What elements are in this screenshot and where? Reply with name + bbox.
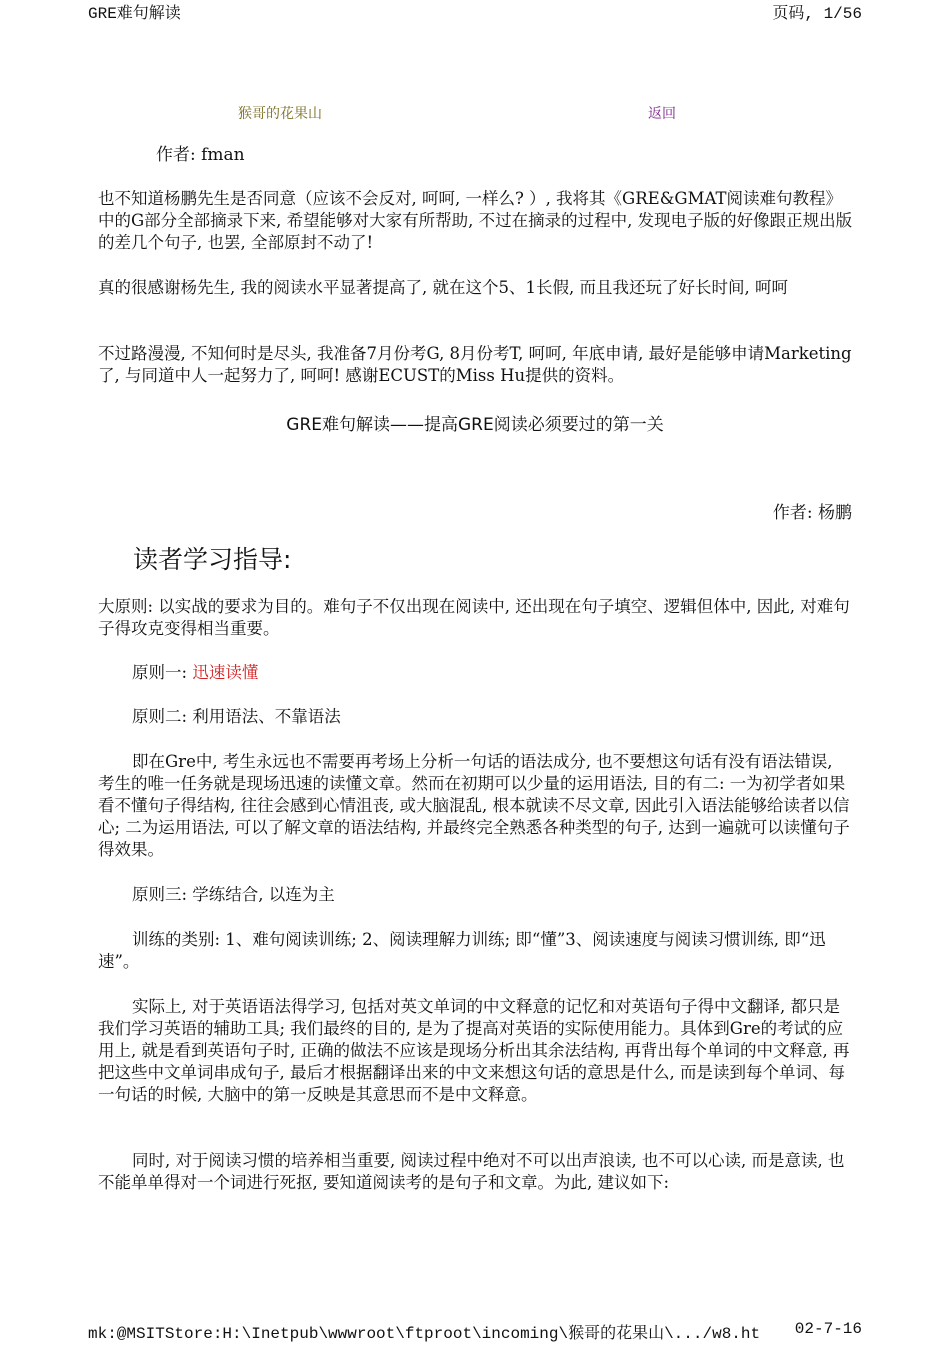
header-title: GRE难句解读 <box>88 5 181 23</box>
page-header <box>88 0 862 23</box>
author-fman: 作者: fman <box>156 145 245 165</box>
principle-one-value: 迅速读懂 <box>192 663 259 682</box>
intro-paragraph-2: 真的很感谢杨先生, 我的阅读水平显著提高了, 就在这个5、1长假, 而且我还玩了好长时间, 呵呵 <box>98 278 788 297</box>
home-link[interactable]: 猴哥的花果山 <box>238 106 322 122</box>
back-link[interactable]: 返回 <box>648 106 676 122</box>
principle-one <box>98 662 853 684</box>
guide-heading: 读者学习指导: <box>133 545 292 574</box>
footer-date: 02-7-16 <box>794 1320 862 1338</box>
training-types: 训练的类别: 1、难句阅读训练; 2、阅读理解力训练; 即“懂”3、阅读速度与阅读习惯训练, 即“迅速”。 <box>98 930 826 971</box>
principle-three: 原则三: 学练结合, 以连为主 <box>132 885 335 904</box>
page-number: 页码, 1/56 <box>772 5 862 23</box>
actual-paragraph: 实际上, 对于英语语法得学习, 包括对英文单词的中文释意的记忆和对英语句子得中文翻译, 都只是我们学习英语的辅助工具; 我们最终的目的, 是为了提高对英语的实际使用能力。具体到Gre的考试的应用上, 就是看到英语句子时, 正确的做法不应该是现场分析出其余法结构, 再背出每个单词的中文释意, 再把这些中文单词串成句子, 最后才根据翻译出来的中文来想这句话的意思是什么, 而是读到每个单词、每一句话的时候, 大脑中的第一反映是其意思而不是中文释意。 <box>98 997 850 1104</box>
intro-paragraph-3: 不过路漫漫, 不知何时是尽头, 我准备7月份考G, 8月份考T, 呵呵, 年底申请, 最好是能够申请Marketing了, 与同道中人一起努力了, 呵呵! 感谢ECUST的Miss Hu提供的资料。 <box>98 344 852 385</box>
habit-paragraph: 同时, 对于阅读习惯的培养相当重要, 阅读过程中绝对不可以出声浪读, 也不可以心读, 而是意读, 也不能单单得对一个词进行死抠, 要知道阅读考的是句子和文章。为此, 建议如下: <box>98 1151 845 1192</box>
main-principle: 大原则: 以实战的要求为目的。难句子不仅出现在阅读中, 还出现在句子填空、逻辑但体中, 因此, 对难句子得攻克变得相当重要。 <box>98 597 850 638</box>
principle-two: 原则二: 利用语法、不靠语法 <box>132 707 341 726</box>
footer-path: mk:@MSITStore:H:\Inetpub\wwwroot\ftproot\incoming\猴哥的花果山\.../w8.ht <box>88 1325 761 1343</box>
gre-paragraph: 即在Gre中, 考生永远也不需要再考场上分析一句话的语法成分, 也不要想这句话有没有语法错误, 考生的唯一任务就是现场迅速的读懂文章。然而在初期可以少量的运用语法, 目的有二: 一为初学者如果看不懂句子得结构, 往往会感到心情沮丧, 或大脑混乱, 根本就读不尽文章, 因此引入语法能够给读者以信心; 二为运用语法, 可以了解文章的语法结构, 并最终完全熟悉各种类型的句子, 达到一遍就可以读懂句子得效果。 <box>98 752 850 859</box>
intro-paragraph-1: 也不知道杨鹏先生是否同意（应该不会反对, 呵呵, 一样么? ）, 我将其《GRE&GMAT阅读难句教程》中的G部分全部摘录下来, 希望能够对大家有所帮助, 不过在摘录的过程中, 发现电子版的好像跟正规出版的差几个句子, 也罢, 全部原封不动了! <box>98 189 853 252</box>
author-yangpeng: 作者: 杨鹏 <box>772 503 852 523</box>
principle-one-label: 原则一: <box>132 663 193 682</box>
page-footer <box>88 1320 862 1342</box>
document-title: GRE难句解读——提高GRE阅读必须要过的第一关 <box>286 415 664 435</box>
